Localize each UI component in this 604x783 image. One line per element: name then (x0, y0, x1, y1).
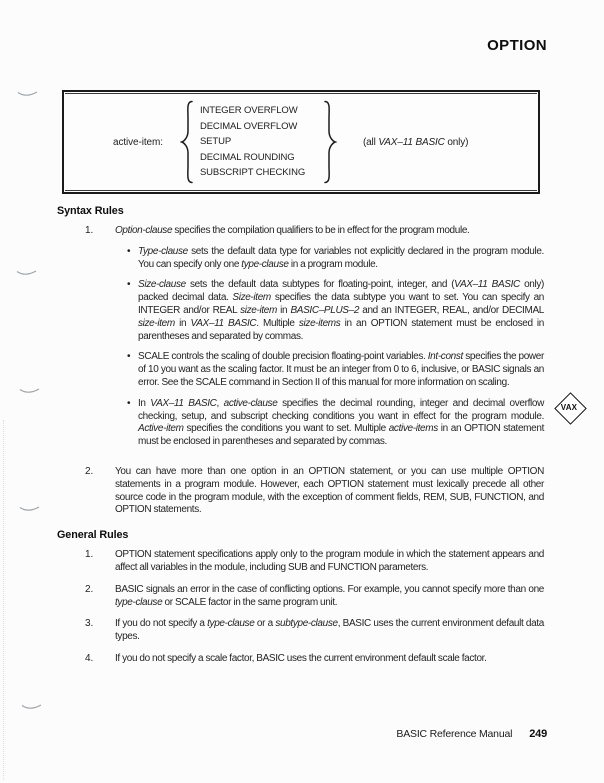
rule-number: 4. (85, 652, 94, 664)
italic-term: Type-clause (138, 245, 188, 257)
text-run: specifies the compilation qualifiers to be in effect for the program module. (172, 225, 470, 236)
syntax-item: INTEGER OVERFLOW (199, 105, 298, 117)
bullet-list (115, 246, 544, 449)
scan-edge-artifact (3, 420, 4, 780)
rule-body (115, 225, 544, 457)
syntax-item-list (200, 103, 318, 181)
text-run: only) (444, 136, 469, 148)
italic-term: active-items (388, 423, 438, 435)
text-run: specifies the decimal rounding, integer and decimal overflow checking, setup, and subscript checking conditions you want in effect for the program module. (138, 397, 544, 422)
margin-mark-icon (17, 89, 39, 98)
rule-paragraph (115, 653, 544, 666)
text-run: in a program module. (288, 258, 378, 270)
italic-term: type-clause (115, 596, 163, 608)
text-run: specifies the conditions you want to set. Multiple (183, 423, 389, 435)
rule-paragraph (115, 584, 544, 610)
text-run: in an OPTION statement must be enclosed in parentheses and separated by commas. (138, 423, 544, 448)
text-run: If you do not specify a (115, 618, 208, 630)
text-run: in (174, 317, 191, 329)
section-heading: General Rules (57, 529, 129, 542)
bullet-icon: • (127, 245, 131, 257)
rule-body (115, 653, 544, 666)
italic-term: active-clause (223, 397, 278, 409)
text-run: You can have more than one option in an OPTION statement, or you can use multiple OPTION statements in a program module. However, each OPTION statement must lexically precede all other source code in the program module, with the exception of comment fields, REM, SUB, FUNCTION, and OPTION statements. (115, 465, 544, 516)
rule-item (57, 549, 544, 575)
page-number: 249 (529, 728, 547, 740)
text-run: and an INTEGER, REAL, and/or DECIMAL (359, 304, 545, 316)
rule-number: 1. (85, 549, 94, 561)
rule-paragraph (115, 466, 544, 517)
left-brace-icon (180, 100, 194, 184)
margin-mark-icon (16, 268, 38, 277)
section-syntax-rules (57, 205, 544, 517)
bullet-paragraph (138, 279, 544, 343)
text-run: sets the default data subtypes for floating-point, integer, and ( (185, 279, 455, 291)
text-run: in an OPTION statement must be enclosed in parentheses and separated by commas. (138, 317, 544, 342)
syntax-item: SUBSCRIPT CHECKING (199, 167, 306, 179)
text-run: In (138, 397, 151, 409)
text-run: , (216, 397, 224, 409)
bullet-paragraph (138, 351, 544, 389)
section-heading: Syntax Rules (57, 205, 124, 217)
bullet-item (115, 246, 544, 272)
text-run: in (277, 304, 291, 316)
italic-term: Size-clause (138, 279, 186, 291)
italic-term: type-clause (207, 618, 255, 630)
text-run: BASIC signals an error in the case of conflicting options. For example, you cannot specify more than one (115, 583, 544, 595)
text-run: or a (254, 618, 276, 630)
italic-term: Active-item (138, 423, 184, 435)
rule-item (57, 584, 544, 610)
rule-number: 2. (85, 465, 94, 477)
text-run: sets the default data type for variables not explicitly declared in the program module. You can specify only one (138, 245, 544, 270)
bullet-paragraph (138, 398, 544, 449)
italic-term: subtype-clause (275, 618, 338, 630)
text-run: specifies the data subtype you want to set. You can specify an INTEGER and/or REAL (138, 292, 544, 316)
syntax-box-inner (65, 93, 537, 191)
rule-body (115, 549, 544, 575)
text-run: . Multiple (256, 317, 299, 329)
syntax-box (62, 90, 540, 194)
text-run: If you do not specify a scale factor, BASIC uses the current environment default scale factor. (115, 652, 487, 664)
text-run: SCALE controls the scaling of double precision floating-point variables. (138, 351, 428, 363)
italic-term: Int-const (427, 351, 463, 363)
syntax-item: DECIMAL OVERFLOW (199, 120, 298, 132)
italic-term: VAX–11 BASIC (454, 279, 520, 291)
italic-term: type-clause (241, 258, 289, 270)
italic-term: Option-clause (115, 225, 173, 236)
bullet-item (115, 351, 544, 389)
text-run: specifies the power of 10 you want as the scaling factor. It must be an integer from 0 to 6, inclusive, or BASIC signals an error. See the SCALE command in Section II of this manual for more information on scaling. (138, 351, 544, 388)
bullet-item (115, 279, 544, 343)
section-general-rules (57, 529, 544, 666)
syntax-item: SETUP (199, 136, 232, 148)
rule-paragraph (115, 549, 544, 575)
rule-item (57, 466, 544, 517)
rule-item (57, 653, 544, 666)
margin-mark-icon (19, 386, 41, 395)
italic-term: VAX–11 BASIC (378, 136, 445, 148)
text-run: (all (362, 136, 379, 148)
bullet-paragraph (138, 246, 544, 272)
bullet-icon: • (127, 279, 131, 291)
italic-term: VAX–11 BASIC (190, 317, 257, 329)
italic-term: Size-item (232, 292, 271, 304)
text-run: only) packed decimal data. (138, 279, 544, 304)
rule-item (57, 225, 544, 457)
italic-term: size-items (298, 317, 341, 329)
syntax-box-note (363, 137, 468, 148)
italic-term: BASIC–PLUS–2 (290, 304, 360, 316)
margin-mark-icon (21, 702, 43, 711)
margin-mark-icon (19, 504, 41, 513)
rule-paragraph (115, 618, 544, 644)
rule-body (115, 466, 544, 517)
bullet-icon: • (127, 351, 131, 363)
manual-name: BASIC Reference Manual (396, 728, 513, 740)
text-run: OPTION statement specifications apply only to the program module in which the statement appears and affect all variables in the module, including SUB and FUNCTION parameters. (115, 549, 544, 573)
rule-number: 1. (85, 225, 94, 236)
rule-body (115, 584, 544, 610)
page-title: OPTION (487, 37, 547, 54)
right-brace-icon (323, 100, 337, 184)
italic-term: VAX–11 BASIC (150, 397, 217, 409)
text-run: , BASIC uses the current environment default data types. (115, 618, 544, 643)
bullet-item (115, 398, 544, 449)
italic-term: size-item (138, 317, 175, 329)
rule-paragraph (115, 225, 544, 238)
vax-badge-label: VAX (560, 402, 578, 412)
bullet-icon: • (127, 397, 131, 409)
text-run: or SCALE factor in the same program unit. (162, 596, 338, 608)
rule-number: 2. (85, 583, 94, 595)
page-footer (396, 728, 547, 740)
italic-term: size-item (240, 304, 277, 316)
syntax-item: DECIMAL ROUNDING (199, 151, 295, 163)
page-content (57, 205, 544, 675)
rule-number: 3. (85, 618, 94, 630)
syntax-box-label: active-item: (113, 136, 163, 148)
vax-badge (553, 391, 585, 423)
rule-body (115, 618, 544, 644)
rule-item (57, 618, 544, 644)
